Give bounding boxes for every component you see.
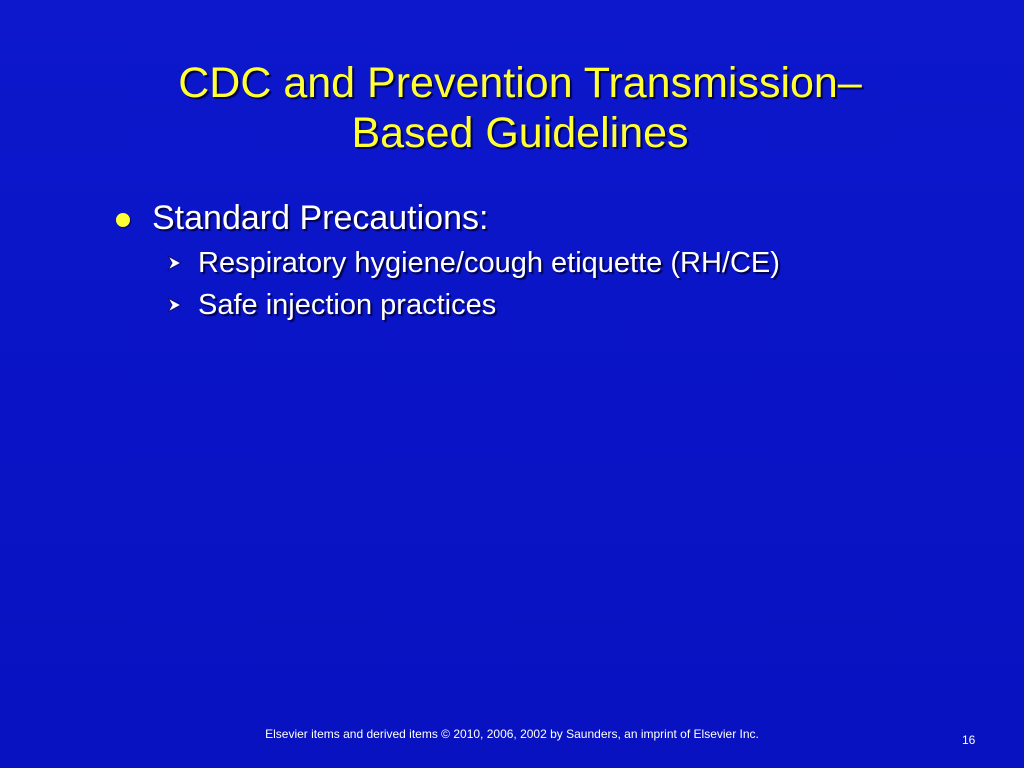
arrowhead-icon	[166, 254, 184, 272]
sub-bullet-label: Safe injection practices	[198, 289, 497, 321]
page-number: 16	[962, 733, 976, 747]
bullet-label: Standard Precautions:	[152, 199, 489, 237]
slide-title-line-1: CDC and Prevention Transmission–	[178, 59, 862, 107]
round-dot-icon	[116, 213, 130, 227]
slide-title	[60, 58, 980, 158]
slide-content	[110, 194, 970, 326]
arrowhead-icon	[166, 296, 184, 314]
bullet-item	[110, 194, 970, 242]
sub-bullet-item	[166, 242, 970, 284]
sub-bullet-label: Respiratory hygiene/cough etiquette (RH/CE)	[198, 247, 780, 279]
copyright-footer: Elsevier items and derived items © 2010, 2006, 2002 by Saunders, an imprint of Elsevier Inc.	[265, 727, 759, 741]
sub-bullet-item	[166, 284, 970, 326]
sub-bullet-list	[166, 242, 970, 326]
slide-title-line-2: Based Guidelines	[351, 109, 689, 157]
